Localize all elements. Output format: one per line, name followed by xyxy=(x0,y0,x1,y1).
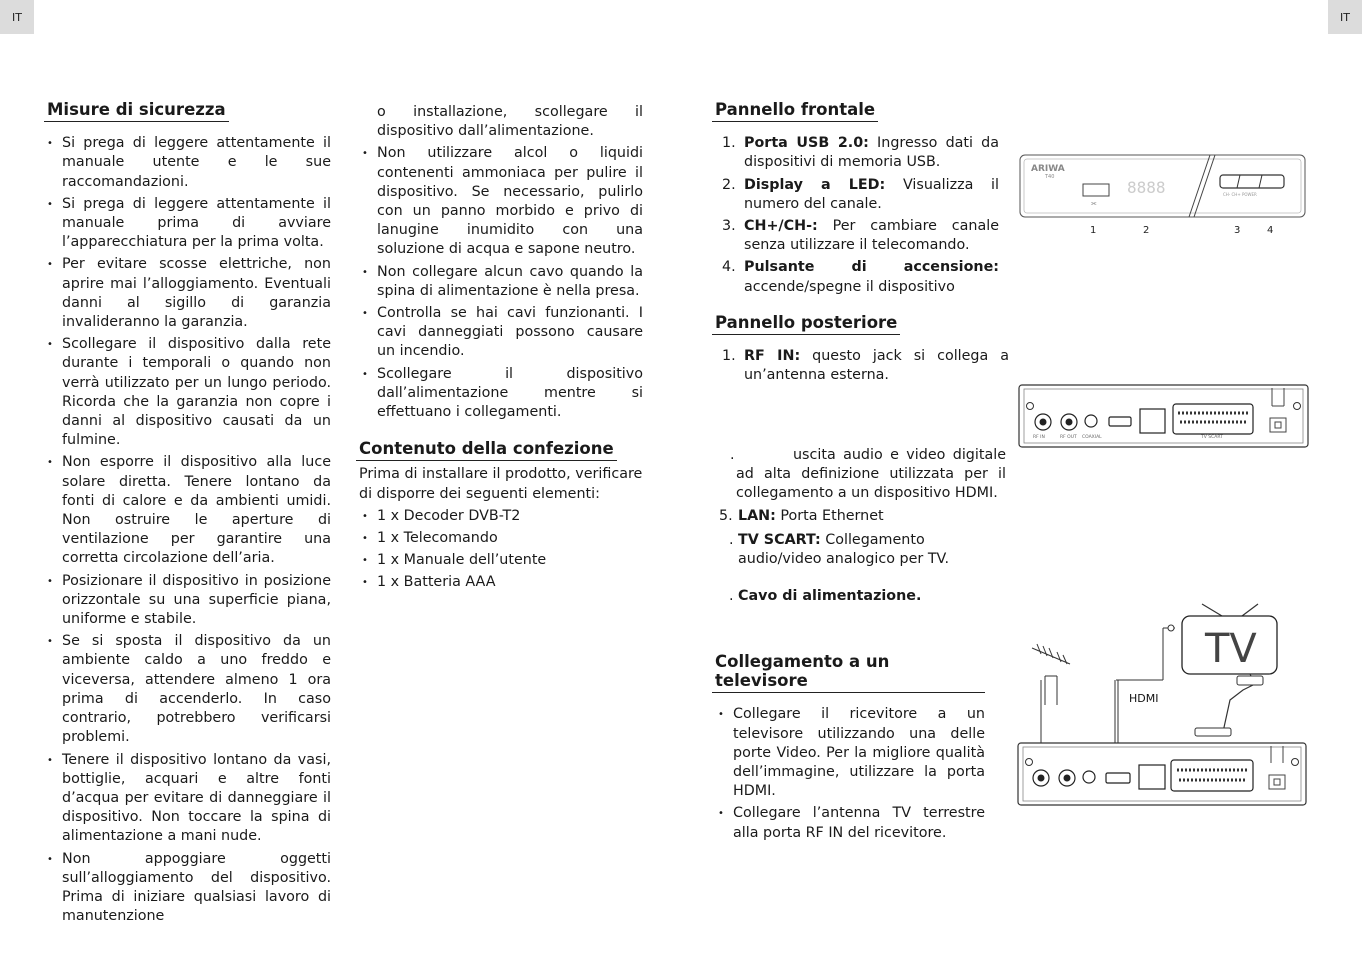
front-label-1: 1 xyxy=(1090,225,1097,236)
svg-text:CH- CH+ POWER: CH- CH+ POWER xyxy=(1223,192,1257,197)
tv-text: TV xyxy=(1205,626,1257,672)
package-intro: Prima di installare il prodotto, verificare di disporre dei seguenti elementi: xyxy=(359,466,643,502)
safety-item: • Si prega di leggere attentamente il manuale prima di avviare l’apparecchiatura per la prima volta. xyxy=(44,195,331,253)
front-brand-text: ARIWA xyxy=(1031,164,1065,174)
rear-panel-list xyxy=(712,347,1007,385)
safety-list xyxy=(44,134,331,926)
rear-port-coaxial: COAXIAL xyxy=(1082,435,1102,440)
front-label-3: 3 xyxy=(1234,225,1241,236)
safety-item: • Controlla se hai cavi funzionanti. I cavi danneggiati possono causare un incendio. xyxy=(359,304,643,362)
safety-item: • Tenere il dispositivo lontano da vasi, bottiglie, acquari e altre fonti d’acqua per evitare di danneggiare il dispositivo. Non toccare la spina di alimentazione a mani nude. xyxy=(44,751,331,847)
language-tab-right: IT xyxy=(1328,0,1362,34)
tv-connection-heading: Collegamento a un televisore xyxy=(712,652,985,693)
safety-item: • Non utilizzare alcol o liquidi contenenti ammoniaca per pulire il dispositivo. Se necessario, pulirlo con un panno morbido e privo di lanugine inumidito con una soluzione di acqua e sapone neutro. xyxy=(359,144,643,259)
front-panel-list xyxy=(712,134,999,297)
front-panel-heading: Pannello frontale xyxy=(712,100,878,122)
front-panel-item: 1. Porta USB 2.0: Ingresso dati da dispositivi di memoria USB. xyxy=(722,135,999,171)
tv-connection-list xyxy=(712,705,985,842)
front-label-2: 2 xyxy=(1143,225,1150,236)
safety-item: • Posizionare il dispositivo in posizione orizzontale su una superficie piana, uniforme e stabile. xyxy=(44,572,331,630)
safety-heading: Misure di sicurezza xyxy=(44,100,229,122)
package-item: • 1 x Batteria AAA xyxy=(359,573,643,592)
rear-port-rf-out: RF OUT xyxy=(1060,435,1077,440)
hdmi-cable-label: HDMI xyxy=(1129,692,1159,705)
safety-continuation: o installazione, scollegare il dispositivo dall’alimentazione. xyxy=(377,104,643,140)
front-panel-section xyxy=(712,100,999,300)
package-item: • 1 x Decoder DVB-T2 xyxy=(359,507,643,526)
language-tab-left: IT xyxy=(0,0,34,34)
safety-item: • Si prega di leggere attentamente il manuale utente e le sue raccomandazioni. xyxy=(44,134,331,192)
safety-item: • Per evitare scosse elettriche, non aprire mai l’alloggiamento. Eventuali danni al sigillo di garanzia invalideranno la garanzia. xyxy=(44,255,331,332)
tv-connection-illustration xyxy=(1015,600,1310,810)
rear-panel-section xyxy=(712,313,1007,389)
safety-item: • Non esporre il dispositivo alla luce solare diretta. Tenere lontano da fonti di calore e da ambienti umidi. Non ostruire le aperture di ventilazione per garantire una corretta circolazione dell’aria. xyxy=(44,453,331,568)
tv-connection-item: • Collegare il ricevitore a un televisore utilizzando una delle porte Video. Per la migliore qualità dell’immagine, utilizzare la porta HDMI. xyxy=(715,705,985,801)
rear-panel-illustration xyxy=(1018,384,1310,450)
safety-list-continued xyxy=(359,144,643,422)
front-label-4: 4 xyxy=(1267,225,1274,236)
rear-port-scart: TV SCART xyxy=(1201,435,1223,440)
tv-connection-item: • Collegare l’antenna TV terrestre alla porta RF IN del ricevitore. xyxy=(715,804,985,842)
safety-item: • Se si sposta il dispositivo da un ambiente caldo a uno freddo e viceversa, attendere almeno 1 ora prima di accenderlo. In caso contrario, potrebbero verificarsi problemi. xyxy=(44,632,331,747)
safety-item: • Non collegare alcun cavo quando la spina di alimentazione è nella presa. xyxy=(359,263,643,301)
front-panel-item: 3. CH+/CH-: Per cambiare canale senza utilizzare il telecomando. xyxy=(722,218,999,254)
rear-panel-heading: Pannello posteriore xyxy=(712,313,900,335)
front-panel-item: 4. Pulsante di accensione: accende/spegne il dispositivo xyxy=(722,259,999,295)
front-panel-illustration xyxy=(1015,150,1310,240)
package-list xyxy=(359,507,643,593)
safety-column xyxy=(44,100,331,929)
rear-panel-list-2 xyxy=(719,446,1006,606)
rear-port-rf-in: RF IN xyxy=(1033,435,1045,440)
rear-panel-item: . uscita audio e video digitale ad alta definizione utilizzata per il collegamento a un dispositivo HDMI. xyxy=(730,447,1006,502)
tv-connection-section xyxy=(712,652,985,846)
rear-panel-item: . TV SCART: Collegamento audio/video analogico per TV. xyxy=(729,531,950,568)
rear-panel-item: . Cavo di alimentazione. xyxy=(729,588,922,605)
svg-text:⫘: ⫘ xyxy=(1091,200,1097,207)
led-display-text: 8888 xyxy=(1127,178,1166,197)
package-item: • 1 x Manuale dell’utente xyxy=(359,551,643,570)
package-item: • 1 x Telecomando xyxy=(359,529,643,548)
package-heading: Contenuto della confezione xyxy=(356,439,617,461)
rear-panel-item: 5. LAN: Porta Ethernet xyxy=(719,507,884,524)
package-column xyxy=(359,103,643,596)
safety-item: • Scollegare il dispositivo dall’alimentazione mentre si effettuano i collegamenti. xyxy=(359,365,643,423)
rear-panel-item: 1. RF IN: questo jack si collega a un’antenna esterna. xyxy=(722,348,1009,384)
front-panel-item: 2. Display a LED: Visualizza il numero del canale. xyxy=(722,176,999,212)
safety-item: • Non appoggiare oggetti sull’alloggiamento del dispositivo. Prima di iniziare qualsiasi lavoro di manutenzione xyxy=(44,850,331,927)
safety-item: • Scollegare il dispositivo dalla rete durante i temporali o quando non verrà utilizzato per un lungo periodo. Ricorda che la garanzia non copre i danni al dispositivo causati da un fulmine. xyxy=(44,335,331,450)
front-model-text: T40 xyxy=(1045,174,1055,180)
